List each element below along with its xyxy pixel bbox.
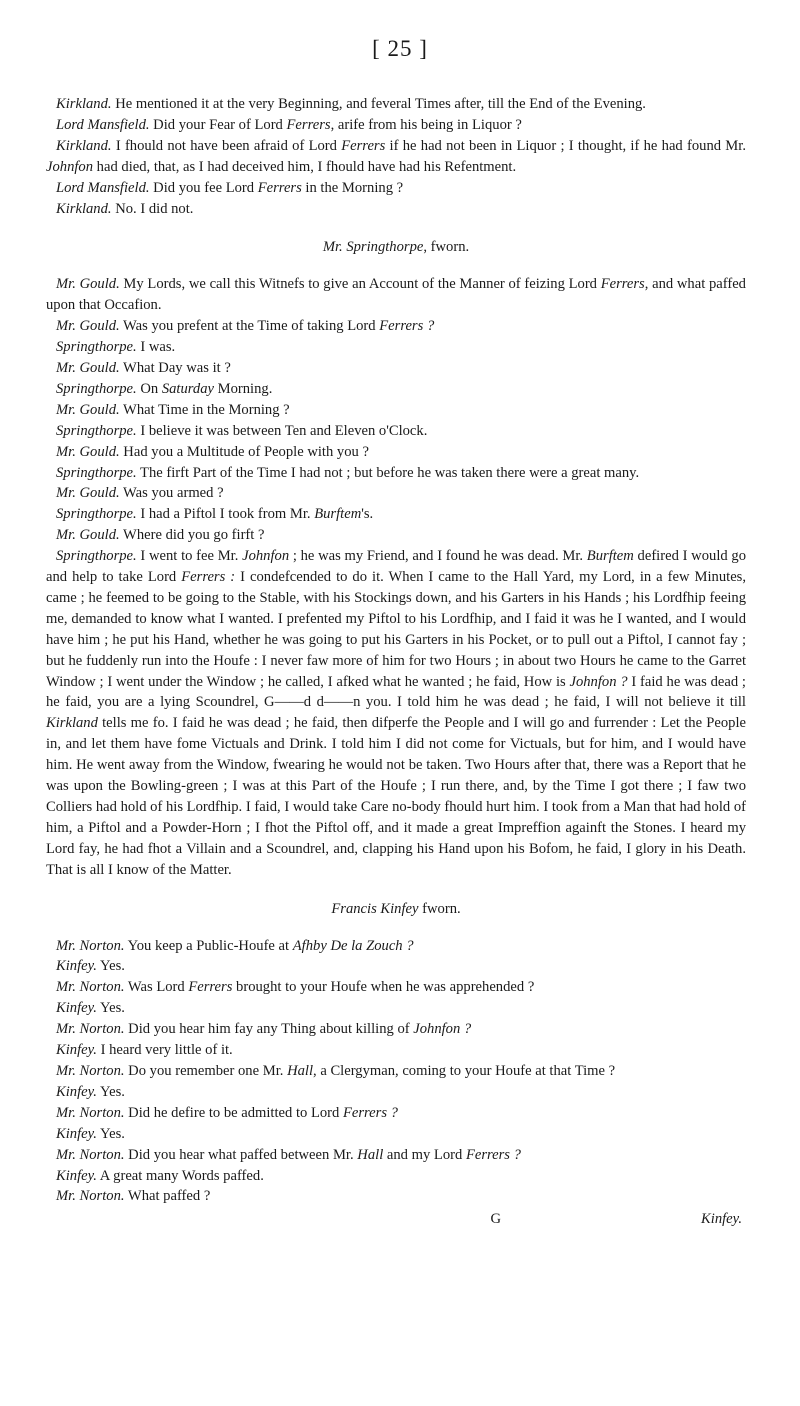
- text-run: Was Lord: [124, 979, 189, 996]
- text-run: if he had not been in Liquor ; I thought, if he had found Mr.: [385, 137, 746, 154]
- text-run: I fhould not have been afraid of Lord: [111, 137, 342, 154]
- catchword: Kinfey.: [701, 1211, 742, 1228]
- testimony-paragraph: [46, 199, 746, 220]
- italic-text: Hall: [287, 1062, 314, 1079]
- text-run: Morning.: [213, 380, 273, 397]
- speaker-name: Mr. Norton.: [56, 1104, 125, 1121]
- speaker-name: Kirkland.: [56, 137, 112, 154]
- witness-sworn-heading: [46, 237, 746, 258]
- speaker-name: Mr. Norton.: [56, 979, 125, 996]
- text-run: 's.: [361, 506, 374, 523]
- testimony-paragraph: [46, 337, 746, 358]
- testimony-paragraph: [46, 442, 746, 463]
- testimony-paragraph: [46, 936, 746, 957]
- italic-text: Mr. Springthorpe: [322, 239, 424, 256]
- italic-text: Ferrers: [257, 179, 302, 196]
- text-run: , a Clergyman, coming to your Houfe at that Time ?: [313, 1062, 616, 1079]
- testimony-paragraph: [46, 998, 746, 1019]
- text-run: Do you remember one Mr.: [124, 1062, 288, 1079]
- speaker-name: Kinfey.: [56, 1083, 97, 1100]
- testimony-paragraph: [46, 1082, 746, 1103]
- speaker-name: Kinfey.: [56, 958, 97, 975]
- italic-text: Ferrers ?: [379, 318, 435, 335]
- text-run: A great many Words paffed.: [96, 1167, 264, 1184]
- text-run: and my Lord: [383, 1146, 466, 1163]
- speaker-name: Springthorpe.: [56, 380, 137, 397]
- italic-text: Ferrers :: [181, 569, 236, 586]
- text-run: Yes.: [96, 958, 125, 975]
- text-run: He mentioned it at the very Beginning, and feveral Times after, till the End of the Evening.: [111, 96, 646, 112]
- text-run: My Lords, we call this Witnefs to give an Account of the Manner of feizing Lord: [119, 276, 601, 293]
- text-run: What Day was it ?: [119, 359, 231, 376]
- speaker-name: Kinfey.: [56, 1042, 97, 1059]
- italic-text: Ferrers: [188, 979, 233, 996]
- italic-text: Burftem: [586, 548, 634, 565]
- speaker-name: Springthorpe.: [56, 506, 137, 523]
- italic-text: Francis Kinfey: [331, 900, 419, 917]
- testimony-paragraph: [46, 316, 746, 337]
- testimony-paragraph: [46, 504, 746, 525]
- text-run: , fworn.: [423, 239, 470, 256]
- italic-text: Ferrers ?: [465, 1146, 521, 1163]
- speaker-name: Kirkland.: [56, 200, 112, 217]
- text-run: in the Morning ?: [301, 179, 404, 196]
- italic-text: Ferrers: [341, 137, 386, 154]
- speaker-name: Mr. Norton.: [56, 1021, 125, 1038]
- speaker-name: Mr. Norton.: [56, 1062, 125, 1079]
- text-run: brought to your Houfe when he was apprehended ?: [232, 979, 535, 996]
- text-run: Yes.: [96, 1083, 125, 1100]
- testimony-paragraph: [46, 463, 746, 484]
- speaker-name: Mr. Gould.: [56, 443, 120, 460]
- text-run: , arife from his being in Liquor ?: [330, 116, 522, 133]
- testimony-paragraph: [46, 94, 746, 115]
- text-run: Yes.: [96, 1000, 125, 1017]
- speaker-name: Mr. Gould.: [56, 401, 120, 418]
- text-run: What Time in the Morning ?: [119, 401, 290, 418]
- text-run: I heard very little of it.: [96, 1042, 233, 1059]
- italic-text: Ferrers ?: [342, 1104, 398, 1121]
- speaker-name: Lord Mansfield.: [56, 179, 150, 196]
- speaker-name: Kinfey.: [56, 1167, 97, 1184]
- italic-text: Hall: [357, 1146, 384, 1163]
- italic-text: Burftem: [314, 506, 362, 523]
- text-run: had died, that, as I had deceived him, I fhould have had his Refentment.: [93, 158, 517, 175]
- text-run: fworn.: [418, 900, 461, 917]
- testimony-paragraph: [46, 1186, 746, 1207]
- text-run: tells me fo. I faid he was dead ; he faid, then difperfe the People and I will go and furrender : Let the People in, and let them have fome Victuals and Drink. I told him I did not come for Victuals, but for him, and I would have him. He went away from the Window, fwearing he would not be taken. Two Hours after that, there was a Report that he was upon the Bowling-green ; I was at this Part of the Houfe ; I run there, and, by the Time I got there ; I faw two Colliers had hold of his Lordfhip. I faid, I would take Care no-body fhould hurt him. I took from a Man that had hold of him, a Piftol and a Powder-Horn ; I fhot the Piftol off, and it made a great Impreffion againft the Stones. I heard my Lord fay, he had fhot a Villain and a Scoundrel, and, clapping his Hand upon his Bofom, he faid, I glory in his Death. That is all I know of the Matter.: [46, 715, 746, 878]
- speaker-name: Mr. Norton.: [56, 937, 125, 954]
- witness-sworn-heading: [46, 899, 746, 920]
- text-run: , and what paffed upon that Occafion.: [46, 276, 746, 314]
- testimony-paragraph: [46, 115, 746, 136]
- text-run: I went to fee Mr.: [136, 548, 243, 565]
- testimony-paragraph: [46, 1040, 746, 1061]
- speaker-name: Springthorpe.: [56, 548, 137, 565]
- italic-text: Johnfon: [242, 548, 290, 565]
- signature-mark: G: [490, 1211, 502, 1228]
- text-run: I was.: [136, 339, 176, 356]
- testimony-paragraph: [46, 178, 746, 199]
- testimony-paragraph: [46, 379, 746, 400]
- testimony-paragraph: [46, 1019, 746, 1040]
- italic-text: Saturday: [161, 380, 214, 397]
- testimony-paragraph: [46, 956, 746, 977]
- testimony-paragraph: [46, 1124, 746, 1145]
- italic-text: Kirkland: [46, 715, 98, 732]
- text-run: On: [136, 380, 162, 397]
- testimony-paragraph: [46, 421, 746, 442]
- speaker-name: Springthorpe.: [56, 464, 137, 481]
- italic-text: Johnfon ?: [569, 673, 628, 690]
- text-run: No. I did not.: [111, 200, 194, 217]
- speaker-name: Mr. Gould.: [56, 276, 120, 293]
- text-run: defired I would go and help to take Lord: [46, 548, 746, 586]
- speaker-name: Mr. Gould.: [56, 527, 120, 544]
- text-run: You keep a Public-Houfe at: [124, 937, 293, 954]
- text-run: Had you a Multitude of People with you ?: [119, 443, 369, 460]
- text-run: What paffed ?: [124, 1188, 211, 1205]
- text-run: Was you prefent at the Time of taking Lord: [119, 318, 380, 335]
- speaker-name: Mr. Norton.: [56, 1146, 125, 1163]
- text-run: Did you hear what paffed between Mr.: [124, 1146, 358, 1163]
- speaker-name: Kirkland.: [56, 96, 112, 112]
- testimony-paragraph: [46, 1061, 746, 1082]
- testimony-paragraph: [46, 136, 746, 178]
- speaker-name: Mr. Gould.: [56, 318, 120, 335]
- text-run: Did you hear him fay any Thing about killing of: [124, 1021, 414, 1038]
- testimony-paragraph: [46, 274, 746, 316]
- text-run: ; he was my Friend, and I found he was dead. Mr.: [289, 548, 587, 565]
- text-run: I condefcended to do it. When I came to the Hall Yard, my Lord, in a few Minutes, came ; he feemed to be going to the Stable, with his Stockings down, and his Garters in his Hands ; his Lordfhip feeing me, demanded to know what I wanted. I prefented my Piftol to his Lordfhip, and I faid it was he I wanted, and I would have him ; he put his Hand, whether he was going to put his Garters in his Pocket, or to pull out a Piftol, I cannot fay ; but he fuddenly run into the Houfe : I never faw more of him for two Hours ; in about two Hours he came to the Garret Window ; I went under the Window ; he called, I afked what he wanted ; he faid, How is: [46, 569, 747, 690]
- speaker-name: Mr. Gould.: [56, 359, 120, 376]
- page-number: [ 25 ]: [372, 36, 428, 61]
- italic-text: Johnfon ?: [413, 1021, 472, 1038]
- text-run: I believe it was between Ten and Eleven o'Clock.: [136, 422, 428, 439]
- speaker-name: Lord Mansfield.: [56, 116, 150, 133]
- speaker-name: Kinfey.: [56, 1125, 97, 1142]
- testimony-paragraph: [46, 1145, 746, 1166]
- page-footer: [46, 1209, 746, 1230]
- speaker-name: Springthorpe.: [56, 339, 137, 356]
- text-run: I had a Piftol I took from Mr.: [136, 506, 315, 523]
- italic-text: Ferrers: [286, 116, 331, 133]
- speaker-name: Kinfey.: [56, 1000, 97, 1017]
- testimony-paragraph: [46, 483, 746, 504]
- italic-text: Ferrers: [600, 276, 645, 293]
- testimony-paragraph: [46, 400, 746, 421]
- text-run: Did your Fear of Lord: [149, 116, 287, 133]
- testimony-paragraph: [46, 546, 746, 881]
- testimony-paragraph: [46, 977, 746, 998]
- testimony-paragraph: [46, 358, 746, 379]
- text-run: Did you fee Lord: [149, 179, 258, 196]
- text-run: Yes.: [96, 1125, 125, 1142]
- body-text: [46, 94, 746, 1230]
- speaker-name: Mr. Norton.: [56, 1188, 125, 1205]
- text-run: Where did you go firft ?: [119, 527, 265, 544]
- text-run: I faid he was dead ; he faid, you are a lying Scoundrel, G——d d——n you. I told him he was dead ; he faid, I will not believe it till: [46, 673, 746, 711]
- italic-text: Afhby De la Zouch ?: [292, 937, 414, 954]
- italic-text: Johnfon: [46, 158, 94, 175]
- testimony-paragraph: [46, 1166, 746, 1187]
- testimony-paragraph: [46, 525, 746, 546]
- text-run: Did he defire to be admitted to Lord: [124, 1104, 343, 1121]
- testimony-paragraph: [46, 1103, 746, 1124]
- text-run: Was you armed ?: [119, 485, 224, 502]
- speaker-name: Springthorpe.: [56, 422, 137, 439]
- speaker-name: Mr. Gould.: [56, 485, 120, 502]
- text-run: The firft Part of the Time I had not ; but before he was taken there were a great many.: [136, 464, 640, 481]
